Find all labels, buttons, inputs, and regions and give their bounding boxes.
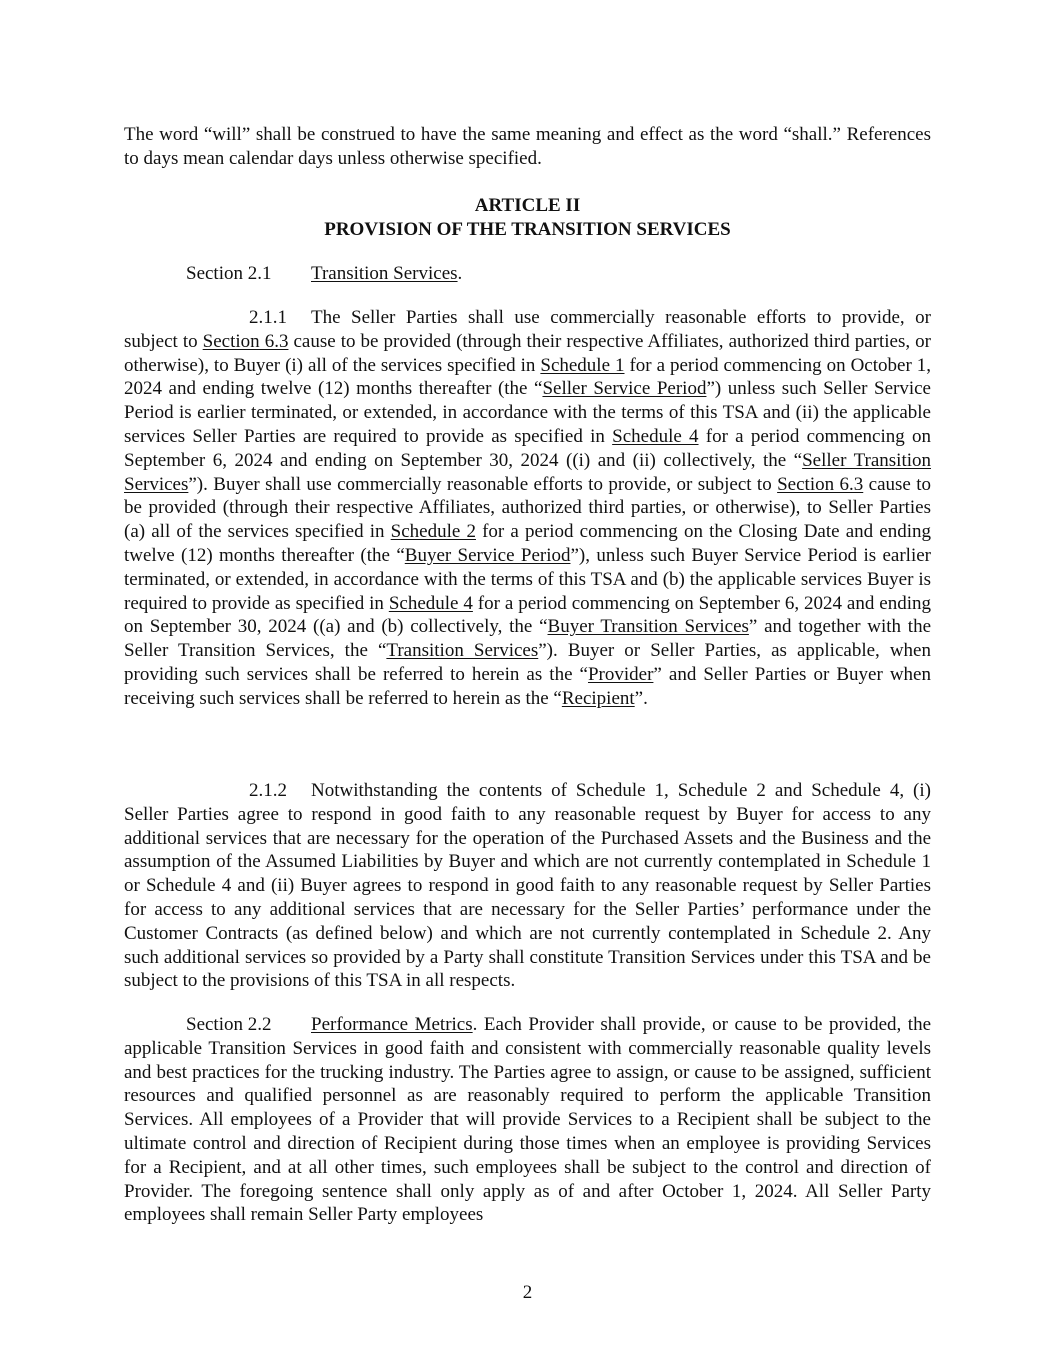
text-run: for a period commencing on September 6, 2024 and ending on September 30, 2024 ((a) and (b) collectively, the “ — [124, 592, 931, 638]
defined-term: Buyer Transition Services — [547, 616, 749, 638]
paragraph-2-1-1-body — [124, 307, 931, 709]
defined-term: Recipient — [561, 687, 635, 709]
intro-paragraph — [124, 123, 931, 171]
defined-term: Schedule 4 — [388, 592, 473, 614]
text-run: Notwithstanding the contents of Schedule 1, Schedule 2 and Schedule 4, (i) Seller Parties agree to respond in good faith to any reasonable request by Buyer for access to any additional services that are necessary for the operation of the Purchased Assets and the Business and the assumption of the Assumed Liabilities by Buyer and which are not currently contemplated in Schedule 1 or Schedule 4 and (ii) Buyer agrees to respond in good faith to any reasonable request by Seller Parties for access to any additional services that are necessary for the Seller Parties’ performance under the Customer Contracts (as defined below) and which are not currently contemplated in Schedule 2. Any such additional services so provided by a Party shall constitute Transition Services under this TSA and be subject to the provisions of this TSA in all respects. — [124, 780, 931, 992]
text-run: . Each Provider shall provide, or cause to be provided, the applicable Transition Services in good faith and consistent with commercially reasonable quality levels and best practices for the trucking industry. The Parties agree to assign, or cause to be assigned, sufficient resources and qualified personnel as are reasonably required to perform the applicable Transition Services. All employees of a Provider that will provide Services to a Recipient shall be subject to the ultimate control and direction of Recipient during those times when an employee is providing Services for a Recipient, and at all other times, such employees shall be subject to the control and direction of Provider. The foregoing sentence shall only apply as of and after October 1, 2024. All Seller Party employees shall remain Seller Party employees — [124, 1014, 932, 1226]
page-number: 2 — [522, 1282, 533, 1303]
section-2-1-heading — [124, 262, 931, 286]
text-run: ”), unless such Buyer Service Period is earlier terminated, or extended, in accordance with the terms of this TSA and (b) the applicable services Buyer is required to provide as specified in — [124, 544, 931, 614]
text-run: cause to be provided (through their respective Affiliates, authorized third parties, or otherwise), to Buyer (i) all of the services specified in — [124, 330, 931, 376]
text-run: ”) unless such Seller Service Period is earlier terminated, or extended, in accordance with the terms of this TSA and (ii) the applicable services Seller Parties are required to provide as specified in — [124, 378, 931, 447]
text-run: cause to be provided (through their respective Affiliates, authorized third parties, or otherwise), to Seller Parties (a) all of the services specified in — [124, 473, 931, 543]
article-heading — [124, 194, 931, 242]
paragraph-2-1-2-number: 2.1.2 — [249, 780, 287, 801]
text-run: The Seller Parties shall use commercially reasonable efforts to provide, or subject to — [124, 307, 931, 352]
defined-term: Provider — [587, 663, 654, 685]
paragraph-2-1-1-number: 2.1.1 — [249, 307, 287, 328]
text-run: ” and Seller Parties or Buyer when receiving such services shall be referred to herein as the “ — [124, 663, 931, 709]
defined-term: Schedule 1 — [540, 354, 625, 376]
paragraph-2-1-1 — [124, 306, 931, 711]
text-run: for a period commencing on the Closing Date and ending twelve (12) months thereafter (the “ — [124, 521, 931, 566]
text-run: ” and together with the Seller Transition Services, the “ — [124, 616, 932, 662]
section-2-1-punct: . — [457, 263, 463, 284]
defined-term: Seller Service Period — [542, 378, 707, 400]
defined-term: Transition Services — [386, 640, 539, 662]
section-2-1-title: Transition Services — [311, 263, 458, 284]
defined-term: Seller Transition Services — [124, 449, 931, 495]
article-title: ARTICLE II — [474, 195, 581, 216]
defined-term: Performance Metrics — [311, 1014, 473, 1035]
text-run: ”). Buyer shall use commercially reasonable efforts to provide, or subject to — [188, 473, 778, 495]
section-2-2-body — [124, 1014, 931, 1225]
text-run: for a period commencing on October 1, 2024 and ending twelve (12) months thereafter (the “ — [124, 354, 931, 400]
text-run: ”). Buyer or Seller Parties, as applicable, when providing such services shall be referred to herein as the “ — [124, 640, 931, 685]
section-2-2-label: Section 2.2 — [186, 1014, 272, 1035]
defined-term: Buyer Service Period — [404, 544, 571, 566]
paragraph-2-1-2-body — [124, 780, 931, 991]
text-run: ”. — [634, 687, 648, 709]
section-2-2 — [124, 1013, 931, 1227]
text-run: The word “will” shall be construed to have the same meaning and effect as the word “shall.” References to days mean calendar days unless otherwise specified. — [124, 124, 931, 169]
defined-term: Section 6.3 — [202, 330, 289, 352]
article-subtitle: PROVISION OF THE TRANSITION SERVICES — [324, 218, 731, 240]
text-run: for a period commencing on September 6, 2024 and ending on September 30, 2024 ((i) and (ii) collectively, the “ — [124, 425, 931, 471]
defined-term: Schedule 2 — [390, 521, 476, 543]
defined-term: Section 6.3 — [777, 473, 864, 495]
defined-term: Schedule 4 — [612, 425, 699, 447]
paragraph-2-1-2 — [124, 779, 931, 993]
section-2-1-label: Section 2.1 — [186, 263, 272, 284]
